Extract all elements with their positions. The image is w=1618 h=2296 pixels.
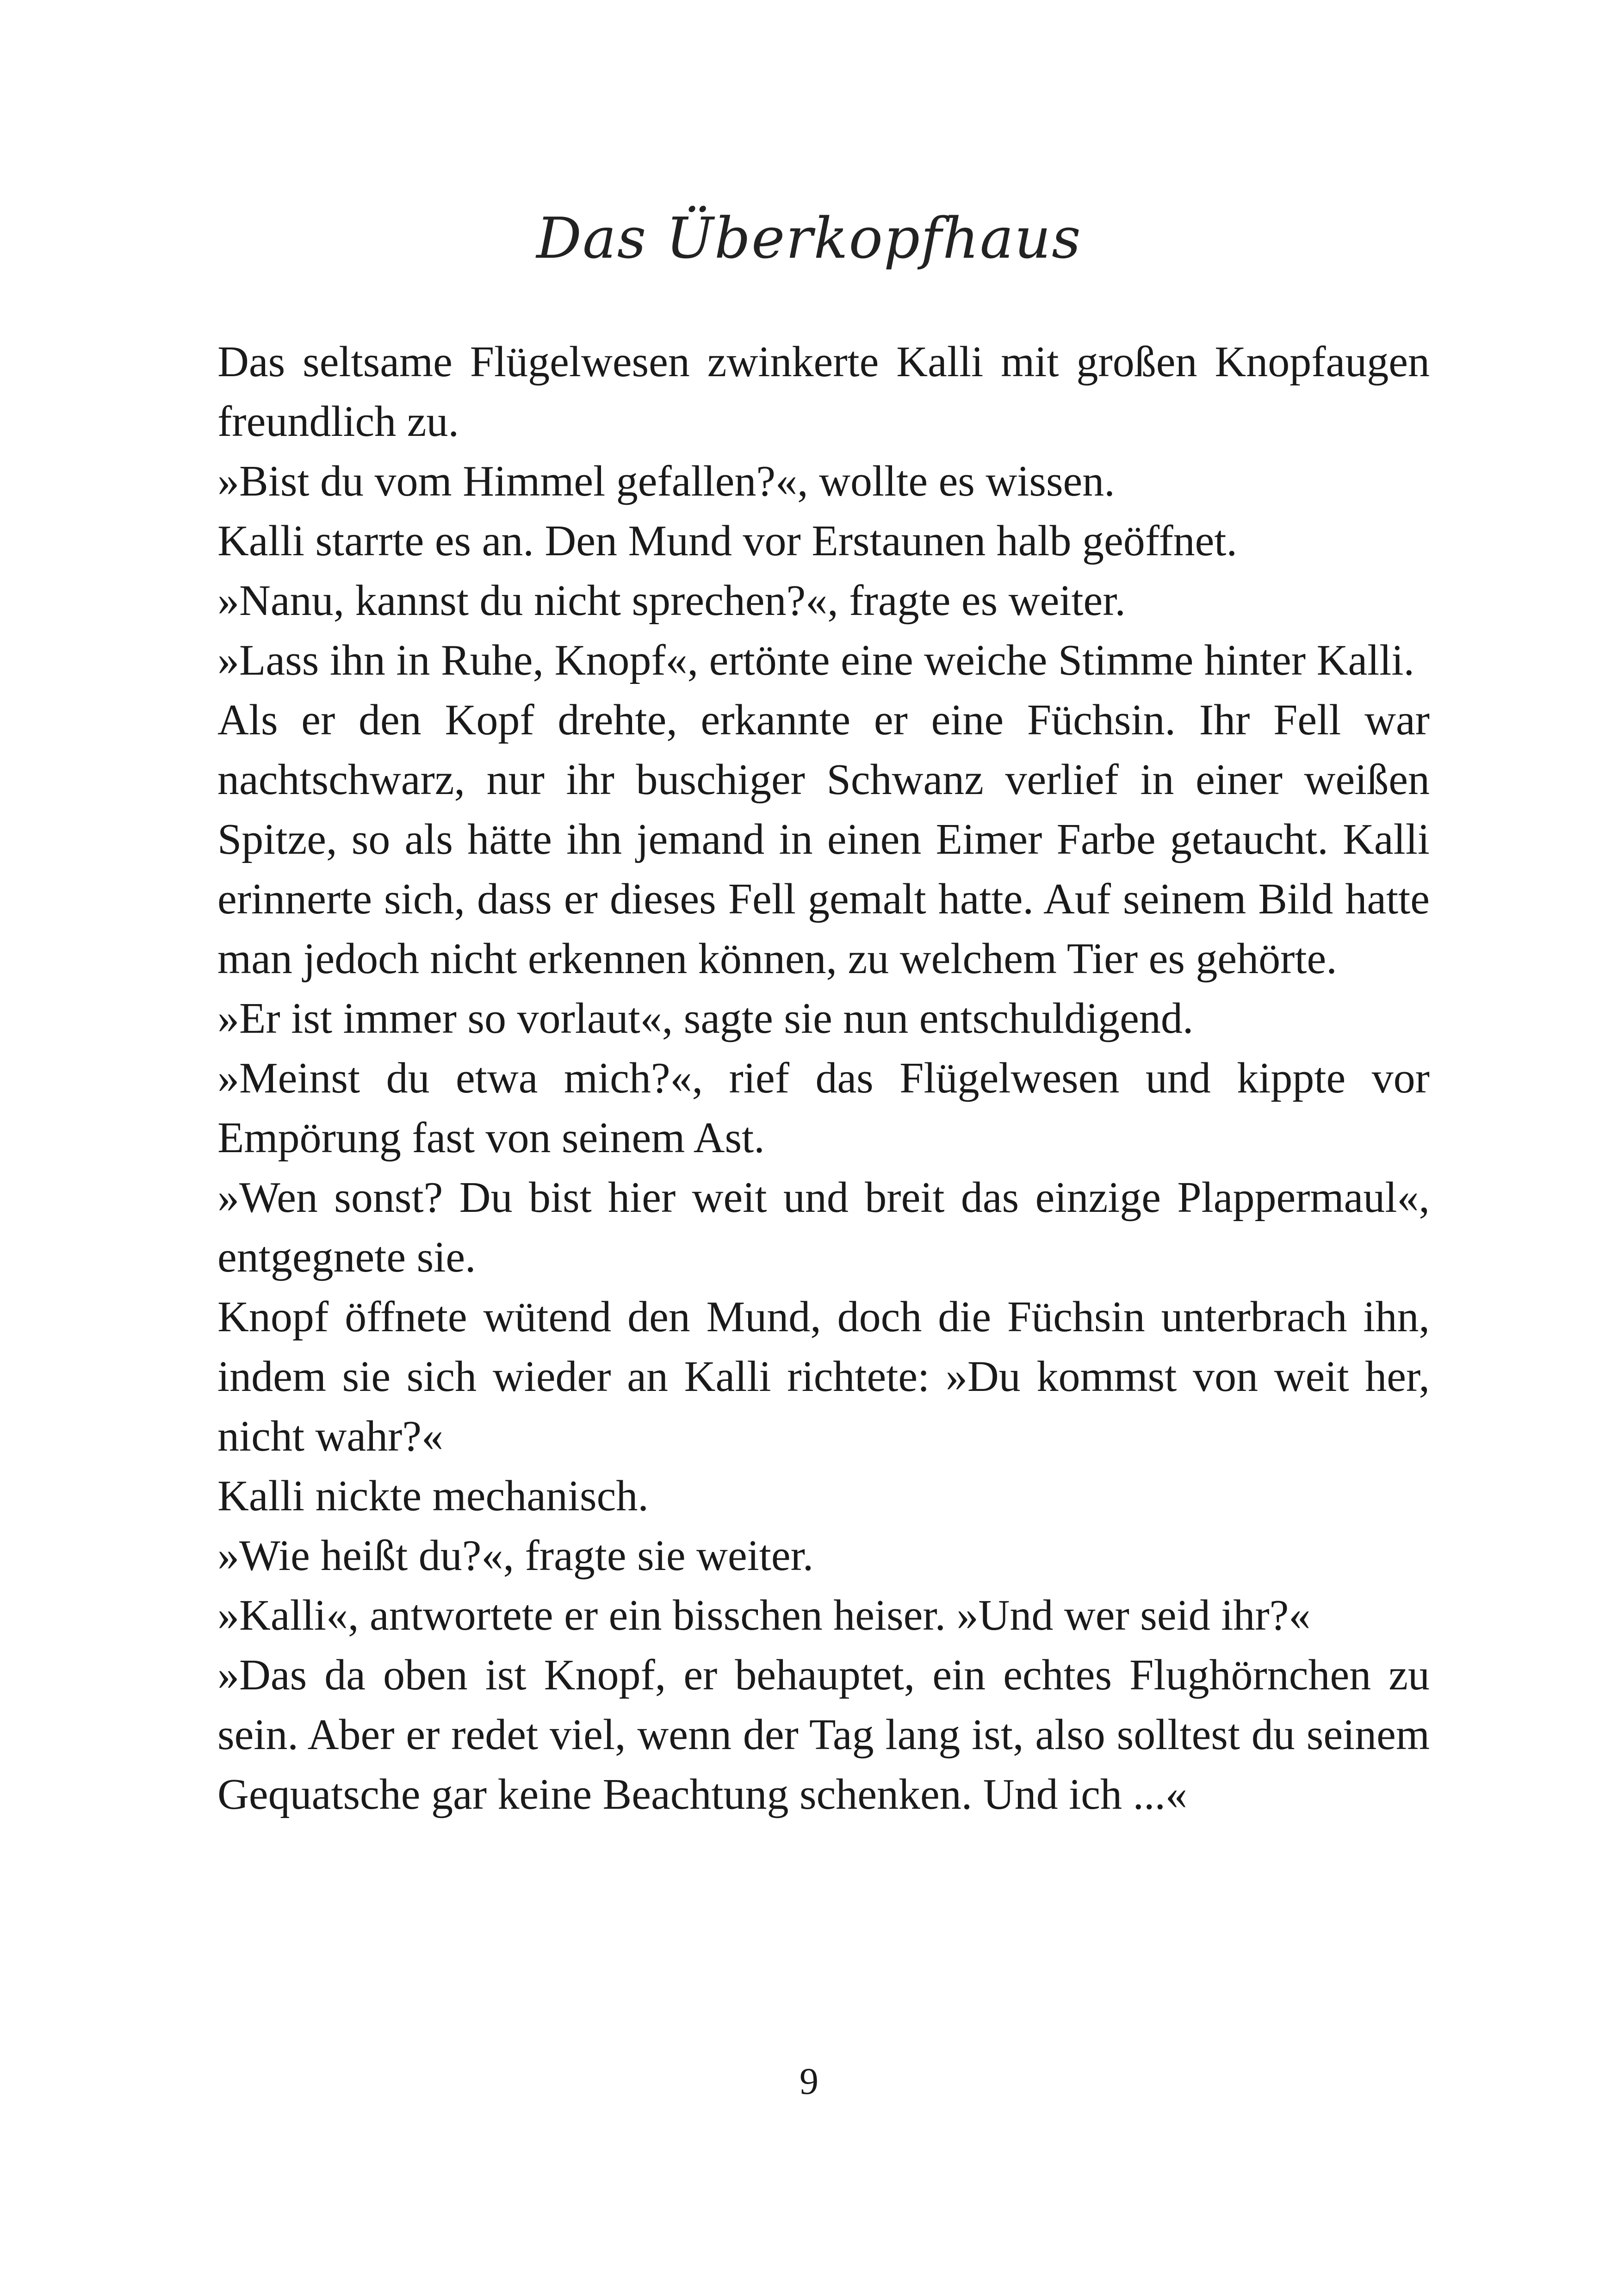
paragraph: »Wen sonst? Du bist hier weit und breit das einzige Plappermaul«, entgegnete sie.: [217, 1173, 1430, 1281]
running-title: Das Überkopfhaus: [536, 205, 1082, 271]
paragraph: »Meinst du etwa mich?«, rief das Flügelwesen und kippte vor Empörung fast von seinem Ast.: [217, 1054, 1430, 1162]
paragraph: »Er ist immer so vorlaut«, sagte sie nun entschuldigend.: [217, 994, 1194, 1043]
paragraph: Kalli starrte es an. Den Mund vor Erstaunen halb geöffnet.: [217, 517, 1237, 565]
page-number: 9: [800, 2060, 818, 2102]
paragraph: »Wie heißt du?«, fragte sie weiter.: [217, 1532, 814, 1580]
paragraph: »Das da oben ist Knopf, er behauptet, ein echtes Flughörnchen zu sein. Aber er redet viel, wenn der Tag lang ist, also solltest du seinem Gequatsche gar keine Beachtung schenken. Und ich ...«: [217, 1651, 1430, 1818]
paragraph: Das seltsame Flügelwesen zwinkerte Kalli mit großen Knopfaugen freundlich zu.: [217, 338, 1430, 446]
paragraph: Knopf öffnete wütend den Mund, doch die Füchsin unterbrach ihn, indem sie sich wieder an Kalli richtete: »Du kommst von weit her, nicht wahr?«: [217, 1293, 1430, 1460]
paragraph: »Bist du vom Himmel gefallen?«, wollte es wissen.: [217, 457, 1115, 505]
paragraph: »Nanu, kannst du nicht sprechen?«, fragte es weiter.: [217, 577, 1126, 625]
paragraph: »Lass ihn in Ruhe, Knopf«, ertönte eine weiche Stimme hinter Kalli.: [217, 636, 1415, 684]
paragraph: Kalli nickte mechanisch.: [217, 1472, 649, 1520]
paragraph: »Kalli«, antwortete er ein bisschen heiser. »Und wer seid ihr?«: [217, 1591, 1311, 1639]
body-text: [217, 332, 1430, 1824]
paragraph: Als er den Kopf drehte, erkannte er eine Füchsin. Ihr Fell war nachtschwarz, nur ihr buschiger Schwanz verlief in einer weißen Spitze, so als hätte ihn jemand in einen Eimer Farbe getaucht. Kalli erinnerte sich, dass er dieses Fell gemalt hatte. Auf seinem Bild hatte man jedoch nicht erkennen können, zu welchem Tier es gehörte.: [217, 696, 1430, 983]
